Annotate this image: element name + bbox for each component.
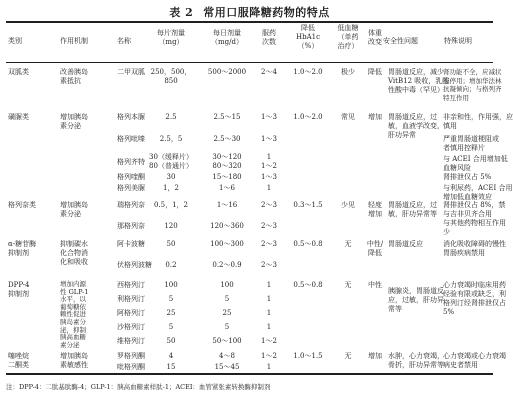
- header-safety: 安全性问题: [383, 37, 418, 45]
- single-dose: 30（缓释片） 80（普通片）: [149, 153, 193, 170]
- frequency: 2～3: [261, 222, 277, 230]
- safety-issues: 胰腺炎，胃肠道反 应，过敏，肝功异 常等: [388, 287, 444, 313]
- safety-issues: 胃肠道反应，减少 VitB12 吸收，乳酸 性酸中毒（罕见）: [388, 68, 450, 94]
- header-mechanism: 作用机制: [60, 37, 88, 45]
- frequency: 1: [266, 184, 272, 192]
- single-dose: 100: [164, 281, 178, 289]
- hba1c-reduction: 1.0～2.0: [293, 113, 323, 121]
- mechanism-sulfonylureas: 增加胰岛 素分泌: [60, 113, 88, 130]
- frequency: 1: [266, 295, 272, 303]
- daily-dose: 2.5～30: [213, 135, 241, 143]
- single-dose: 250，500， 850: [150, 68, 192, 85]
- daily-dose: 0.2～0.9: [212, 261, 242, 269]
- header-rule: [6, 62, 493, 63]
- drug-name: 阿卡波糖: [117, 240, 145, 248]
- bottom-rule: [6, 373, 493, 375]
- hba1c-reduction: 1.0～2.0: [293, 68, 323, 76]
- header-daily-dose: 每日剂量 （mg/d）: [211, 29, 243, 46]
- header-name: 名称: [117, 37, 131, 45]
- special-notes: 心力衰竭时临床用药 经验有限或缺乏，利 格列汀经肾排泄仅占 5%: [443, 281, 506, 316]
- frequency: 2～3: [261, 240, 277, 248]
- frequency: 2～3: [261, 201, 277, 209]
- special-notes: 消化吸收障碍的慢性 胃肠疾病禁用: [443, 240, 506, 257]
- hypoglycemia: 无: [344, 240, 352, 248]
- single-dose: 2.5: [165, 113, 177, 121]
- frequency: 1～3: [261, 173, 277, 181]
- header-hypoglycemia: 低血糖 （单药 治疗）: [337, 24, 359, 50]
- header-category: 类别: [8, 37, 22, 45]
- hypoglycemia: 无: [344, 281, 352, 289]
- safety-issues: 胃肠道反应，过 敏，肝功异常等: [388, 201, 437, 218]
- special-notes: 严重胃肠道梗阻或 者慎用控释片: [443, 135, 499, 152]
- category-glinides: 格列奈类: [8, 201, 36, 209]
- header-weight: 体重 改变: [368, 29, 382, 46]
- daily-dose: 120～360: [210, 222, 244, 230]
- frequency: 1～3: [261, 135, 277, 143]
- mechanism-biguanides: 改善胰岛 素抵抗: [60, 68, 88, 85]
- daily-dose: 100～300: [210, 240, 244, 248]
- mechanism-agi: 抑制碳水 化合物消 化和吸收: [60, 240, 88, 266]
- header-single-dose: 每片剂量 （mg）: [157, 29, 185, 46]
- frequency: 1～3: [261, 113, 277, 121]
- frequency: 1: [266, 363, 272, 371]
- safety-issues: 胃肠道反应: [388, 240, 423, 248]
- daily-dose: 1～16: [216, 201, 238, 209]
- header-frequency: 服药 次数: [262, 29, 276, 46]
- table-caption: 常用口服降糖药物的特点: [203, 6, 330, 19]
- drug-name: 阿格列汀: [117, 309, 145, 317]
- hba1c-reduction: 0.5～0.8: [293, 240, 323, 248]
- table-title: [0, 4, 499, 20]
- hypoglycemia: 无: [344, 352, 352, 360]
- top-rule: [6, 21, 493, 23]
- category-dpp4: DPP-4 抑制剂: [8, 281, 30, 298]
- single-dose: 5: [168, 295, 174, 303]
- category-sulfonylureas: 磺脲类: [8, 113, 29, 121]
- weight-change: 中性/ 降低: [366, 240, 384, 257]
- daily-dose: 1～6: [219, 184, 235, 192]
- weight-change: 增加: [368, 113, 382, 121]
- category-tzd: 噻唑烷 二酮类: [8, 352, 29, 369]
- hba1c-reduction: 0.5～0.8: [293, 281, 323, 289]
- weight-change: 降低: [368, 68, 382, 76]
- header-hba1c: 降低 HbA1c （%）: [295, 24, 320, 50]
- frequency: 1～2: [261, 352, 277, 360]
- hypoglycemia: 常见: [341, 113, 355, 121]
- drug-name: 利格列汀: [117, 295, 145, 303]
- single-dose: 120: [164, 222, 178, 230]
- single-dose: 50: [166, 240, 176, 248]
- frequency: 1～2: [261, 337, 277, 345]
- single-dose: 50: [166, 337, 176, 345]
- drug-name: 瑞格列奈: [117, 201, 145, 209]
- daily-dose: 30～120 80～320: [212, 153, 242, 170]
- single-dose: 1，2: [163, 184, 179, 192]
- frequency: 1 1～2: [261, 153, 277, 170]
- special-notes: 肾排泄仅占 5%: [443, 173, 492, 181]
- single-dose: 0.5，1，2: [153, 201, 189, 209]
- daily-dose: 50～100: [212, 337, 242, 345]
- drug-name: 格列本脲: [117, 113, 145, 121]
- drug-name: 格列美脲: [117, 184, 145, 192]
- single-dose: 4: [168, 352, 174, 360]
- drug-name: 维格列汀: [117, 337, 145, 345]
- drug-name: 格列喹酮: [117, 173, 145, 181]
- category-biguanides: 双胍类: [8, 68, 29, 76]
- daily-dose: 15～45: [214, 363, 240, 371]
- daily-dose: 25: [222, 309, 232, 317]
- frequency: 2～3: [261, 261, 277, 269]
- special-notes: 肾排泄仅占 8%，禁 与吉非贝齐合用 与其他药物相互作用 少: [443, 201, 506, 236]
- daily-dose: 500～2000: [207, 68, 247, 76]
- hypoglycemia: 极少: [341, 68, 355, 76]
- special-notes: 与利尿药，ACEI 合用 增加低血糖效应: [443, 184, 513, 201]
- safety-issues: 水肿，心力衰竭， 骨折，肝功异常等: [388, 352, 444, 369]
- category-agi: α-糖苷酶 抑制剂: [8, 240, 37, 257]
- daily-dose: 4～8: [219, 352, 235, 360]
- single-dose: 0.2: [165, 261, 177, 269]
- hba1c-reduction: 1.0～1.5: [293, 352, 323, 360]
- special-notes: 心力衰竭或心力衰竭 病史者禁用: [443, 352, 506, 369]
- table-number: 表 2: [169, 6, 194, 19]
- drug-name: 伏格列波糖: [117, 261, 152, 269]
- frequency: 2～4: [261, 68, 277, 76]
- table-footnote: 注：DPP-4：二肽基肽酶-4；GLP-1：胰高血糖素样肽-1；ACEI：血管紧张素转换酶抑制剂: [6, 383, 271, 391]
- single-dose: 15: [166, 363, 176, 371]
- drug-name: 二甲双胍: [117, 68, 145, 76]
- frequency: 1: [266, 281, 272, 289]
- frequency: 1: [266, 323, 272, 331]
- single-dose: 25: [166, 309, 176, 317]
- daily-dose: 5: [224, 295, 230, 303]
- daily-dose: 15～180: [212, 173, 242, 181]
- drug-name: 格列吡嗪: [117, 135, 145, 143]
- drug-name: 格列齐特: [117, 158, 145, 166]
- drug-name: 罗格列酮: [117, 352, 145, 360]
- special-notes: 与 ACEI 合用增加低 血糖风险: [443, 155, 508, 172]
- drug-name: 吡格列酮: [117, 363, 145, 371]
- single-dose: 2.5，5: [159, 135, 183, 143]
- special-notes: 非亲和性，作用强，应 慎用: [443, 113, 513, 130]
- weight-change: 中性: [368, 281, 382, 289]
- drug-name: 沙格列汀: [117, 323, 145, 331]
- mechanism-tzd: 增加胰岛 素敏感性: [60, 352, 88, 369]
- hypoglycemia: 少见: [341, 201, 355, 209]
- mechanism-dpp4: 增加内源 性 GLP-1 水平，以 葡萄糖依 赖性促进 胰岛素分 泌，抑制 胰高血糖 素分泌: [60, 280, 89, 349]
- hba1c-reduction: 0.3～1.5: [293, 201, 323, 209]
- safety-issues: 胃肠道反应，过 敏，血液学改变， 肝功异常: [388, 113, 444, 139]
- daily-dose: 2.5～15: [213, 113, 241, 121]
- drug-name: 西格列汀: [117, 281, 145, 289]
- weight-change: 轻度 增加: [368, 201, 382, 218]
- frequency: 1: [266, 309, 272, 317]
- weight-change: 增加: [368, 352, 382, 360]
- single-dose: 30: [166, 173, 176, 181]
- header-notes: 特殊说明: [444, 37, 472, 45]
- drug-name: 那格列奈: [117, 222, 145, 230]
- daily-dose: 100: [220, 281, 234, 289]
- mechanism-glinides: 增加胰岛 素分泌: [60, 201, 88, 218]
- daily-dose: 5: [224, 323, 230, 331]
- single-dose: 5: [168, 323, 174, 331]
- special-notes: 肾功能不全，应减状 态停用；增加华法林 抗凝倾向；与格列齐 特互作用: [443, 68, 502, 102]
